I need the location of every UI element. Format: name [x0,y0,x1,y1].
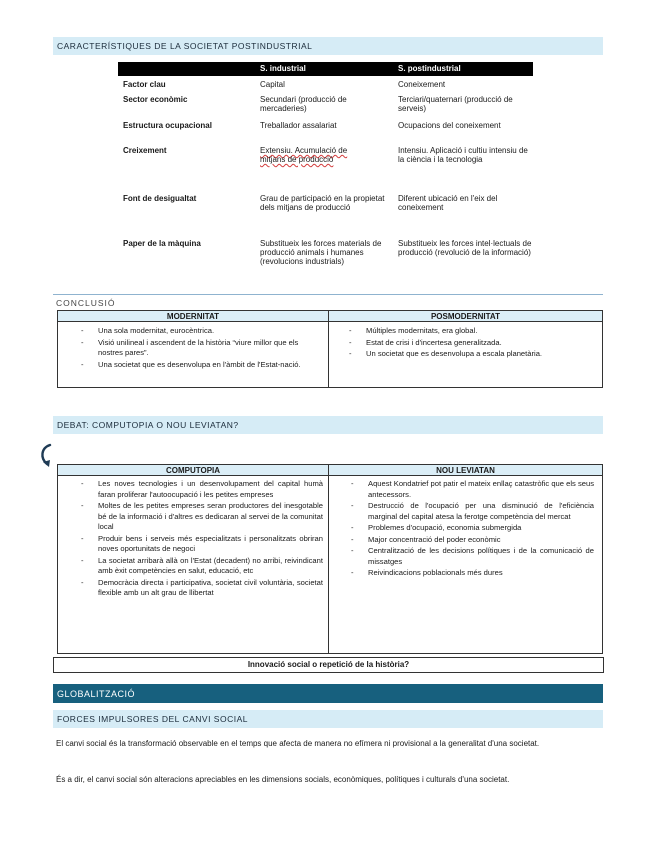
cell-postindustrial: Coneixement [398,80,446,89]
col-header-postindustrial: S. postindustrial [398,64,461,73]
cell-industrial: Grau de participació en la propietat dels mitjans de producció [260,194,385,212]
cell-postindustrial: Intensiu. Aplicació i cultiu intensiu de la ciència i la tecnologia [398,146,528,164]
comparison-table-header [118,62,533,76]
cell-postindustrial: Ocupacions del coneixement [398,121,501,130]
cell-postindustrial: Diferent ubicació en l'eix del coneixement [398,194,498,212]
col-header-nou-leviatan: NOU LEVIATAN [329,465,602,476]
col-header-posmodernitat: POSMODERNITAT [329,311,602,322]
list-item: - Destrucció de l'ocupació per una disminució de l'eficiència marginal del capital atesa la ferotge competència del mercat [348,501,594,522]
section-title: DEBAT: COMPUTOPIA O NOU LEVIATAN? [57,420,239,430]
nou-leviatan-list [348,479,594,580]
list-item: - Una societat que es desenvolupa en l'àmbit de l'Estat-nació. [78,360,306,371]
cell-industrial: Secundari (producció de mercaderies) [260,95,347,113]
list-item: - Moltes de les petites empreses seran productores del inesgotable bé de la informació i d'altres es dedicaran al servei de la comunitat local [78,501,323,533]
section-title: GLOBALITZACIÓ [57,689,136,699]
conclusio-table [57,310,603,388]
paragraph: El canvi social és la transformació observable en el temps que afecta de manera no efímera ni provisional a la generalitat d'una societat. [56,739,540,748]
col-header-industrial: S. industrial [260,64,306,73]
modernitat-list [78,326,306,371]
row-label: Font de desigualtat [123,194,197,203]
list-item: - Major concentració del poder econòmic [348,535,594,546]
paragraph: És a dir, el canvi social són alteracions apreciables en les dimensions socials, econòmiques, polítiques i culturals d'una societat. [56,775,510,784]
list-item: - Reivindicacions poblacionals més dures [348,568,594,579]
col-header-computopia: COMPUTOPIA [58,465,328,476]
row-label: Sector econòmic [123,95,188,104]
list-item: - Les noves tecnologies i un desenvolupament del capital humà faran proliferar l'autoocupació i les petites empreses [78,479,323,500]
section-header-postindustrial [53,37,603,55]
row-label: Estructura ocupacional [123,121,212,130]
conclusio-title: CONCLUSIÓ [56,298,116,308]
section-header-debat [53,416,603,434]
column-divider [328,311,329,387]
list-item: - Múltiples modernitats, era global. [346,326,556,337]
debate-question: Innovació social o repetició de la història? [53,657,604,673]
row-label: Paper de la màquina [123,239,201,248]
list-item: - Visió unilineal i ascendent de la història “viure millor que els nostres pares”. [78,338,306,359]
subsection-title: FORCES IMPULSORES DEL CANVI SOCIAL [57,714,248,724]
section-title: CARACTERÍSTIQUES DE LA SOCIETAT POSTINDUSTRIAL [57,41,313,51]
list-item: - Problemes d'ocupació, economia submergida [348,523,594,534]
debat-table [57,464,603,654]
cell-postindustrial: Terciari/quaternari (producció de serveis) [398,95,513,113]
list-item: - Produir bens i serveis més especialitzats i personalitzats obriran noves oportunitats de negoci [78,534,323,555]
list-item: - La societat arribarà allà on l'Estat (decadent) no arribi, reivindicant amb èxit competències en salut, educació, etc [78,556,323,577]
cell-industrial [260,146,390,164]
computopia-list [78,479,323,600]
list-item: - Un societat que es desenvolupa a escala planetària. [346,349,556,360]
cell-industrial: Capital [260,80,285,89]
posmodernitat-list [346,326,556,361]
cell-text: Extensiu. Acumulació de [260,146,348,155]
divider [53,294,603,295]
column-divider [328,465,329,653]
cell-industrial: Treballador assalariat [260,121,337,130]
curved-arrow-icon [38,442,54,470]
list-item: - Democràcia directa i participativa, societat civil voluntària, societat flexible amb un alt grau de llibertat [78,578,323,599]
row-label: Creixement [123,146,167,155]
list-item: - Centralització de les decisions polítiques i de la comunicació de missatges [348,546,594,567]
cell-text: mitjans de producció [260,155,334,164]
list-item: - Aquest Kondatrief pot patir el mateix enllaç catastròfic que els seus antecessors. [348,479,594,500]
cell-postindustrial: Substitueix les forces intel·lectuals de producció (revolució de la informació) [398,239,532,257]
col-header-modernitat: MODERNITAT [58,311,328,322]
list-item: - Estat de crisi i d'incertesa generalitzada. [346,338,556,349]
list-item: - Una sola modernitat, eurocèntrica. [78,326,306,337]
section-header-globalitzacio [53,684,603,703]
subsection-header-forces [53,710,603,728]
cell-industrial: Substitueix les forces materials de producció animals i humanes (revolucions industrials) [260,239,382,266]
row-label: Factor clau [123,80,166,89]
